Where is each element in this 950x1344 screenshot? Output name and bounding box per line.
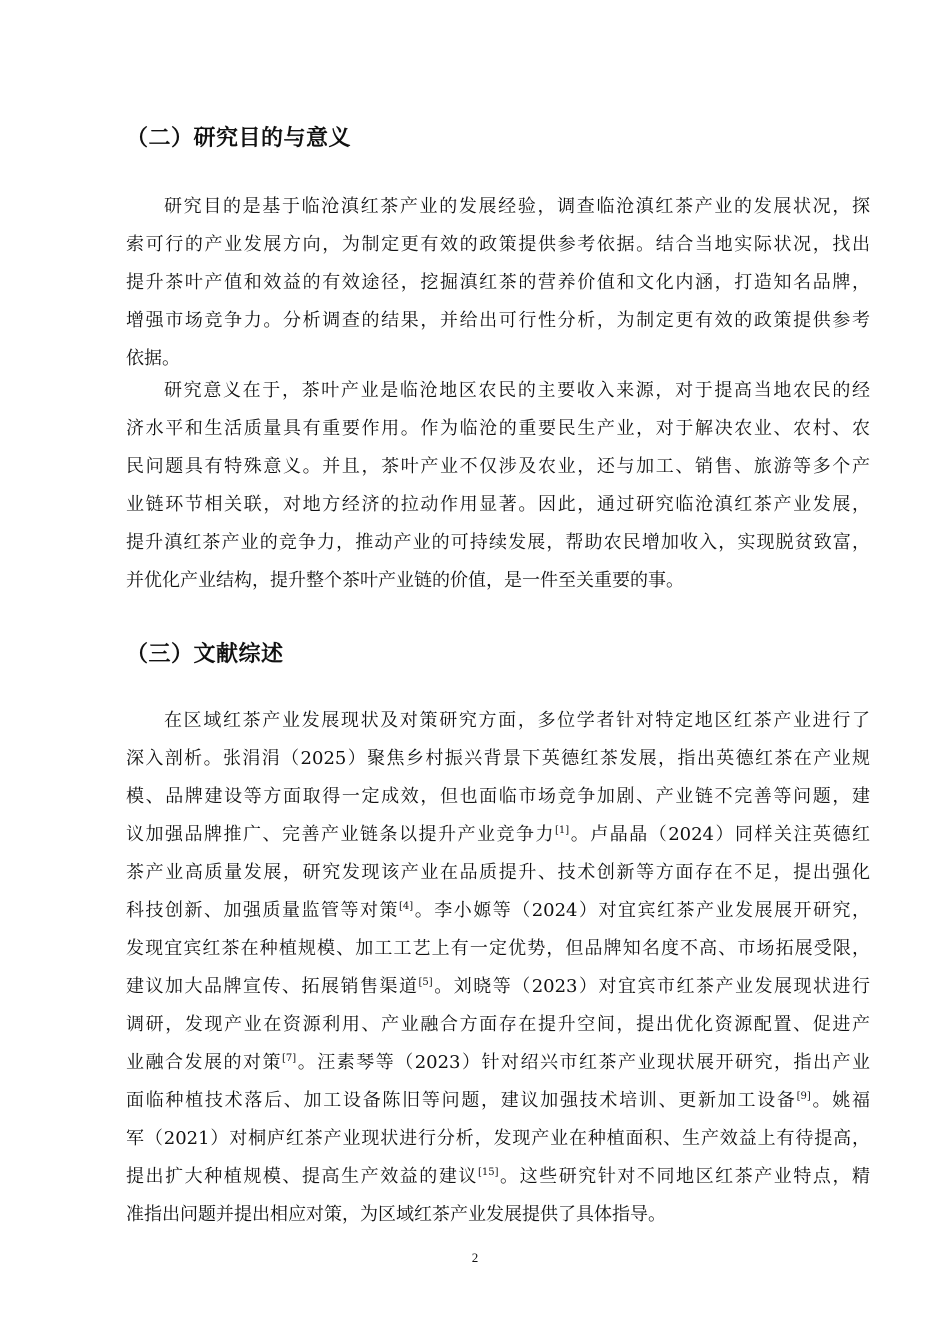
text-run: 科技创新、加强质量监管等对策 xyxy=(126,900,400,921)
text-line xyxy=(126,892,870,930)
text-line: 依据。 xyxy=(126,348,180,369)
text-run: 。李小嫄等（2024）对宜宾红茶产业发展展开研究， xyxy=(413,900,871,921)
text-run: 提出扩大种植规模、提高生产效益的建议 xyxy=(126,1166,478,1187)
text-line: 在区域红茶产业发展现状及对策研究方面，多位学者针对特定地区红茶产业进行了 xyxy=(164,710,870,731)
section-heading-literature-review: （三）文献综述 xyxy=(126,642,284,667)
text-line xyxy=(126,1082,870,1120)
citation-ref: [9] xyxy=(796,1091,811,1102)
text-line: 发现宜宾红茶在种植规模、加工工艺上有一定优势，但品牌知名度不高、市场拓展受限， xyxy=(126,938,870,959)
text-line: 深入剖析。张涓涓（2025）聚焦乡村振兴背景下英德红茶发展，指出英德红茶在产业规 xyxy=(126,748,870,769)
citation-ref: [15] xyxy=(477,1167,499,1178)
text-line: 并优化产业结构，提升整个茶叶产业链的价值，是一件至关重要的事。 xyxy=(126,570,684,591)
text-run: 。卢晶晶（2024）同样关注英德红 xyxy=(569,824,871,845)
text-run: 业融合发展的对策 xyxy=(126,1052,283,1073)
text-line: 调研，发现产业在资源利用、产业融合方面存在提升空间，提出优化资源配置、促进产 xyxy=(126,1014,870,1035)
text-line: 提升滇红茶产业的竞争力，推动产业的可持续发展，帮助农民增加收入，实现脱贫致富， xyxy=(126,532,870,553)
text-line xyxy=(126,816,870,854)
text-line: 民问题具有特殊意义。并且，茶叶产业不仅涉及农业，还与加工、销售、旅游等多个产 xyxy=(126,456,870,477)
text-line: 业链环节相关联，对地方经济的拉动作用显著。因此，通过研究临沧滇红茶产业发展， xyxy=(126,494,870,515)
citation-ref: [4] xyxy=(399,901,414,912)
text-line: 研究意义在于，茶叶产业是临沧地区农民的主要收入来源，对于提高当地农民的经 xyxy=(164,380,870,401)
text-line xyxy=(126,1044,870,1082)
text-line: 茶产业高质量发展，研究发现该产业在品质提升、技术创新等方面存在不足，提出强化 xyxy=(126,862,870,883)
text-run: 。刘晓等（2023）对宜宾市红茶产业发展现状进行 xyxy=(432,976,871,997)
text-line: 模、品牌建设等方面取得一定成效，但也面临市场竞争加剧、产业链不完善等问题，建 xyxy=(126,786,870,807)
text-line: 提升茶叶产值和效益的有效途径，挖掘滇红茶的营养价值和文化内涵，打造知名品牌， xyxy=(126,272,870,293)
text-run: 。汪素琴等（2023）针对绍兴市红茶产业现状展开研究，指出产业 xyxy=(296,1052,871,1073)
text-line xyxy=(126,1158,870,1196)
citation-ref: [7] xyxy=(282,1053,297,1064)
text-line: 增强市场竞争力。分析调查的结果，并给出可行性分析，为制定更有效的政策提供参考 xyxy=(126,310,870,331)
text-line: 济水平和生活质量具有重要作用。作为临沧的重要民生产业，对于解决农业、农村、农 xyxy=(126,418,870,439)
text-run: 议加强品牌推广、完善产业链条以提升产业竞争力 xyxy=(126,824,556,845)
text-run: 。姚福 xyxy=(810,1090,871,1111)
page-number: 2 xyxy=(471,1250,479,1265)
citation-ref: [1] xyxy=(555,825,570,836)
text-run: 面临种植技术落后、加工设备陈旧等问题，建议加强技术培训、更新加工设备 xyxy=(126,1090,797,1111)
text-line: 军（2021）对桐庐红茶产业现状进行分析，发现产业在种植面积、生产效益上有待提高， xyxy=(126,1128,870,1149)
text-line: 准指出问题并提出相应对策，为区域红茶产业发展提供了具体指导。 xyxy=(126,1204,666,1225)
text-run: 建议加大品牌宣传、拓展销售渠道 xyxy=(126,976,419,997)
section-heading-research-purpose: （二）研究目的与意义 xyxy=(126,126,352,151)
text-line: 研究目的是基于临沧滇红茶产业的发展经验，调查临沧滇红茶产业的发展状况，探 xyxy=(164,196,870,217)
text-line xyxy=(126,968,870,1006)
paragraph-research-significance xyxy=(126,372,870,600)
text-line: 索可行的产业发展方向，为制定更有效的政策提供参考依据。结合当地实际状况，找出 xyxy=(126,234,870,255)
citation-ref: [5] xyxy=(418,977,433,988)
paragraph-research-purpose xyxy=(126,188,870,378)
text-run: 。这些研究针对不同地区红茶产业特点，精 xyxy=(498,1166,871,1187)
paragraph-literature-review xyxy=(126,702,870,1234)
